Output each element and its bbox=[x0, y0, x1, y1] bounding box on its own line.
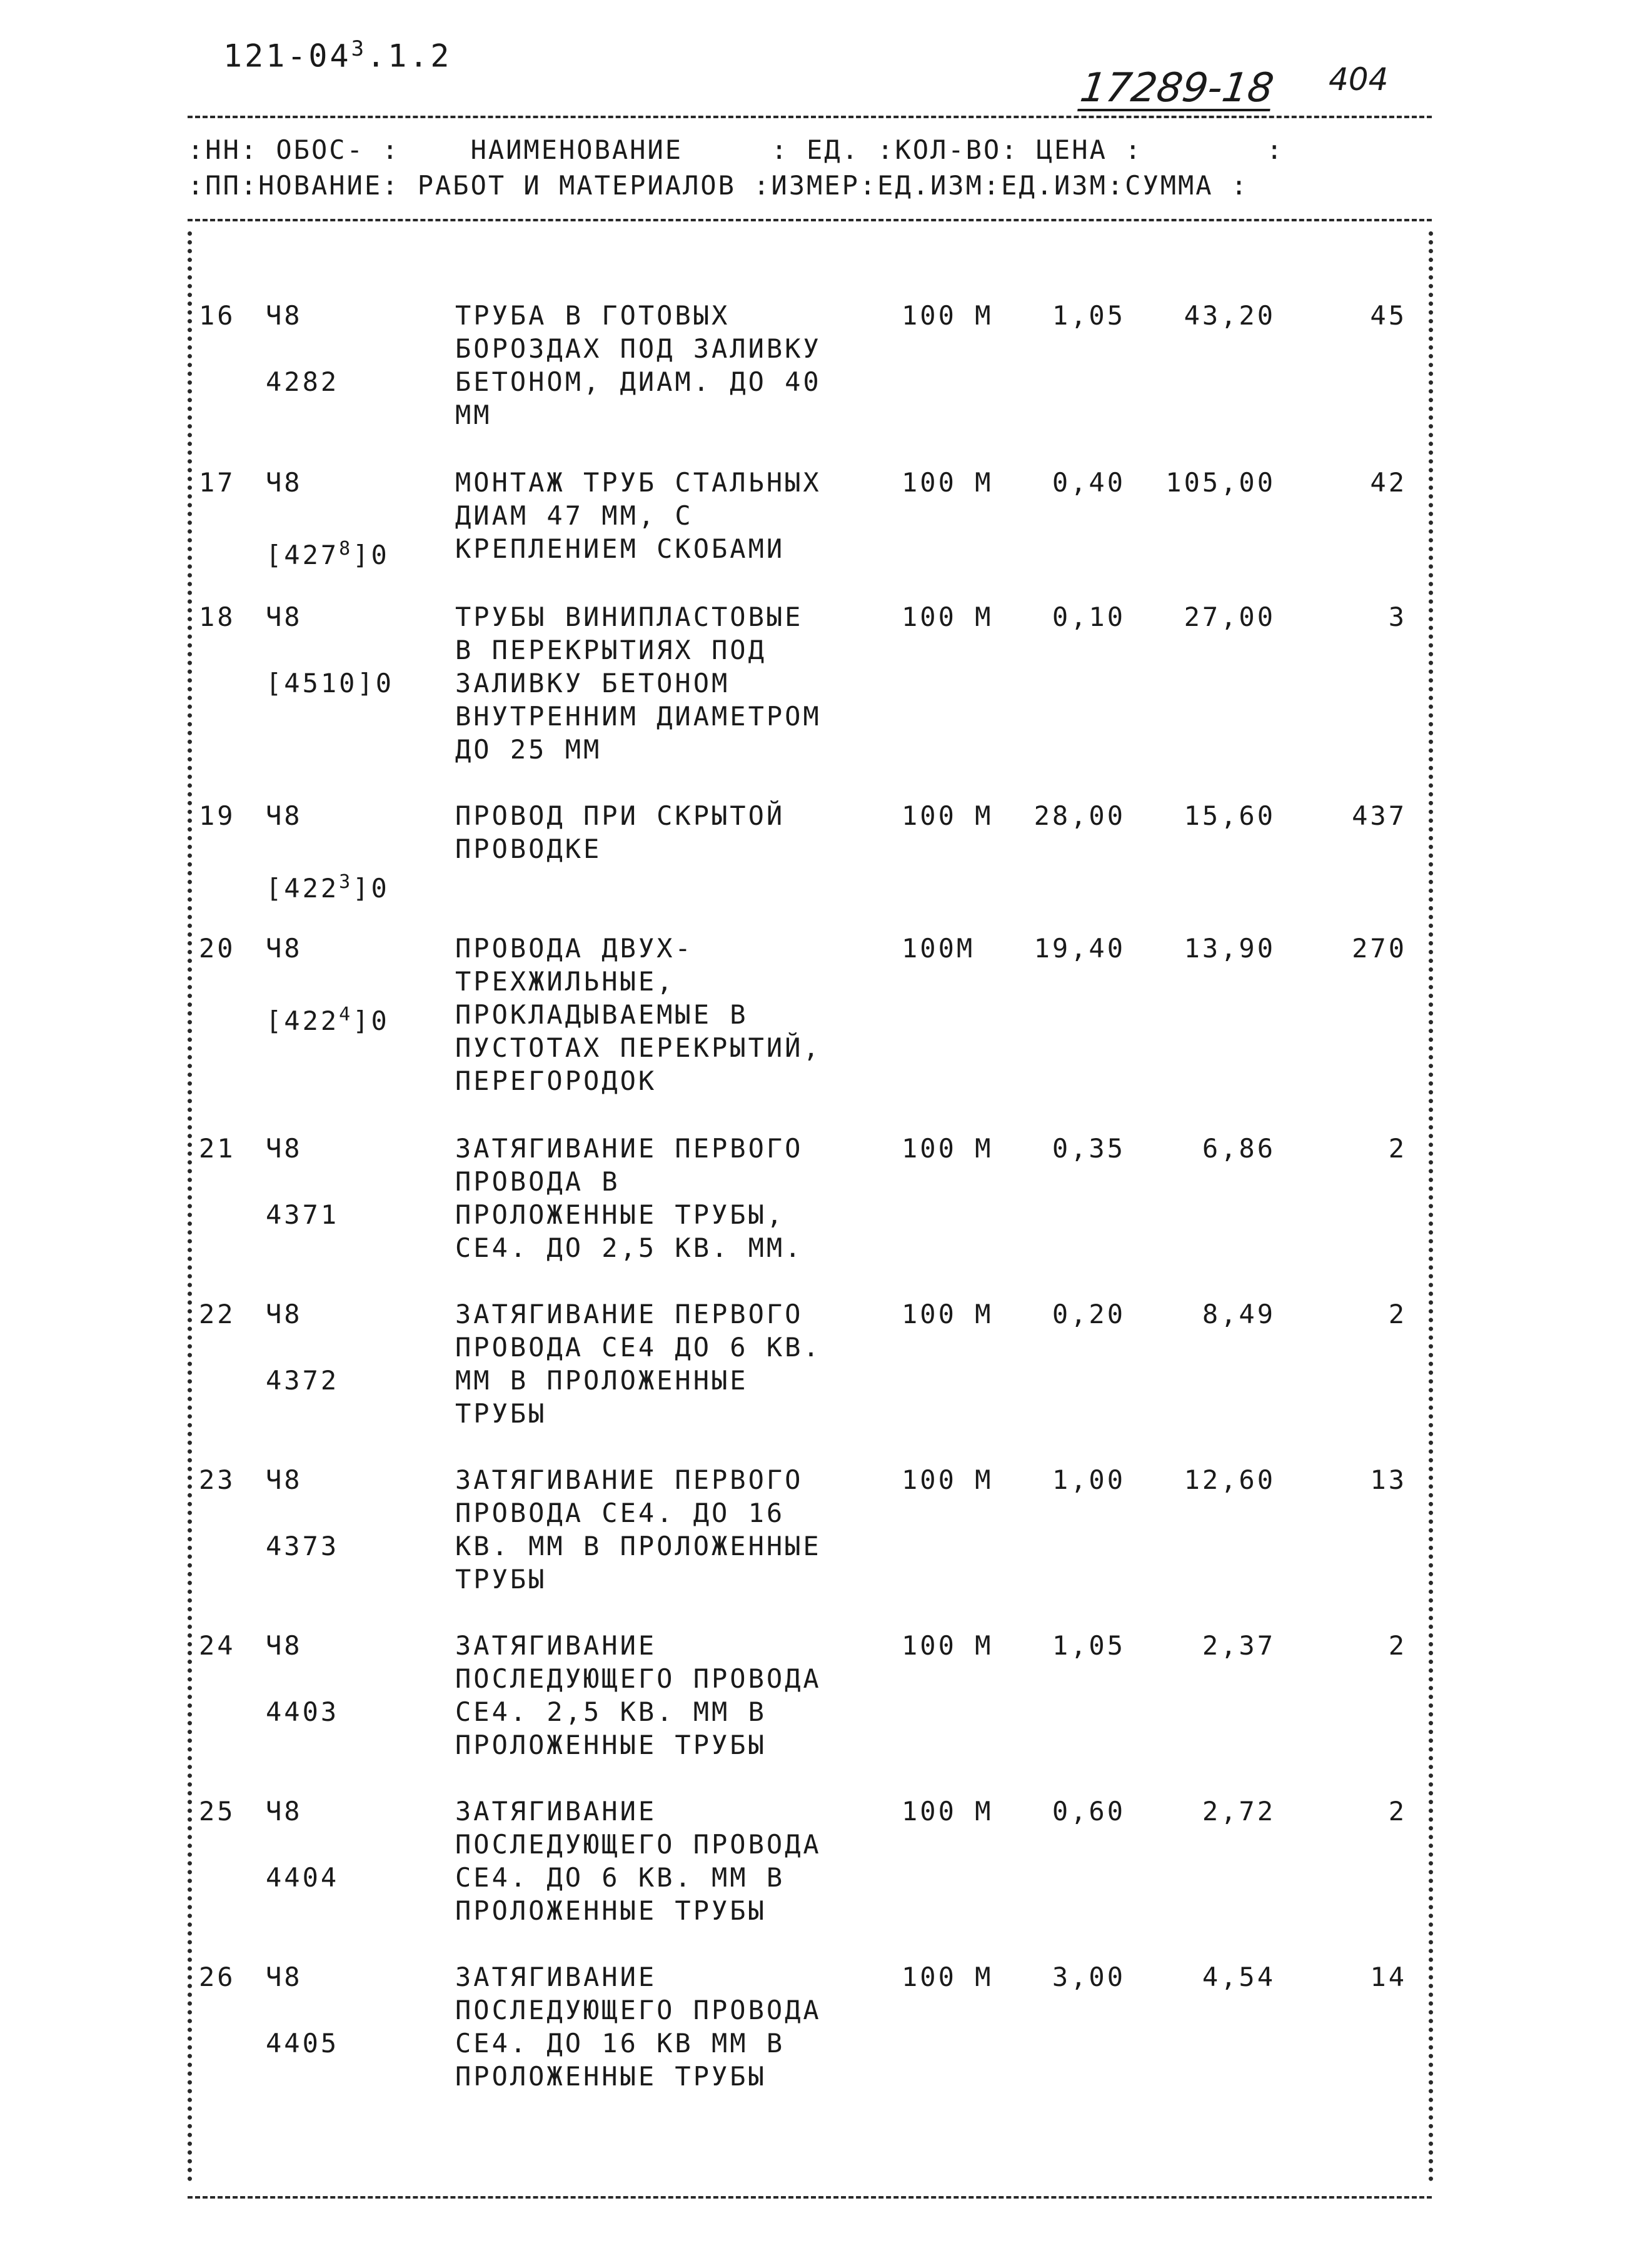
row-code: Ч8 bbox=[266, 1962, 303, 1992]
row-number: 23 bbox=[199, 1464, 236, 1495]
row-description: ПРОВОД ПРИ СКРЫТОЙ ПРОВОДКЕ bbox=[455, 800, 785, 864]
row-price: 2,72 bbox=[1202, 1796, 1275, 1827]
registration-number: 17289-18 bbox=[1077, 65, 1277, 111]
row-quantity: 0,60 bbox=[1052, 1796, 1125, 1827]
row-price: 4,54 bbox=[1202, 1962, 1275, 1992]
row-quantity: 0,35 bbox=[1052, 1133, 1125, 1164]
row-price: 8,49 bbox=[1202, 1299, 1275, 1329]
row-number: 18 bbox=[199, 602, 236, 632]
row-number: 22 bbox=[199, 1299, 236, 1329]
row-number: 20 bbox=[199, 933, 236, 964]
row-unit: 100 М bbox=[902, 1299, 994, 1329]
bottom-rule bbox=[188, 2196, 1432, 2199]
row-price: 12,60 bbox=[1184, 1464, 1275, 1495]
header-rule bbox=[188, 219, 1432, 221]
row-code: Ч8 bbox=[266, 300, 303, 331]
row-quantity: 1,05 bbox=[1052, 1630, 1125, 1661]
row-code: Ч8 bbox=[266, 1630, 303, 1661]
row-unit: 100 М bbox=[902, 602, 994, 632]
row-sum: 2 bbox=[1388, 1133, 1407, 1164]
row-sum: 2 bbox=[1388, 1630, 1407, 1661]
row-unit: 100 М bbox=[902, 1133, 994, 1164]
row-reference: 4404 bbox=[266, 1862, 340, 1893]
row-reference: 4371 bbox=[266, 1199, 340, 1230]
row-unit: 100 М bbox=[902, 1464, 994, 1495]
row-code: Ч8 bbox=[266, 467, 303, 498]
page-number: 404 bbox=[1329, 61, 1389, 98]
header-line-2: :ПП:НОВАНИЕ: РАБОТ И МАТЕРИАЛОВ :ИЗМЕР:ЕД.ИЗМ:ЕД.ИЗМ:СУММА : bbox=[188, 170, 1249, 201]
row-unit: 100М bbox=[902, 933, 975, 964]
row-description: ТРУБА В ГОТОВЫХ БОРОЗДАХ ПОД ЗАЛИВКУ БЕТОНОМ, ДИАМ. ДО 40 ММ bbox=[455, 300, 822, 430]
row-code: Ч8 bbox=[266, 1796, 303, 1827]
row-sum: 14 bbox=[1370, 1962, 1407, 1992]
header-line-1: :НН: ОБОС- : НАИМЕНОВАНИЕ : ЕД. :КОЛ-ВО: ЦЕНА : : bbox=[188, 134, 1284, 165]
row-reference: 4405 bbox=[266, 2028, 340, 2059]
row-price: 105,00 bbox=[1165, 467, 1275, 498]
row-unit: 100 М bbox=[902, 800, 994, 831]
row-unit: 100 М bbox=[902, 1962, 994, 1992]
row-number: 24 bbox=[199, 1630, 236, 1661]
row-number: 16 bbox=[199, 300, 236, 331]
row-code: Ч8 bbox=[266, 1299, 303, 1329]
row-reference: 4282 bbox=[266, 366, 340, 397]
row-number: 17 bbox=[199, 467, 236, 498]
row-reference: $[427^8]0$ bbox=[266, 538, 390, 570]
row-sum: 270 bbox=[1352, 933, 1407, 964]
row-sum: 3 bbox=[1388, 602, 1407, 632]
row-code: Ч8 bbox=[266, 602, 303, 632]
row-description: ЗАТЯГИВАНИЕ ПОСЛЕДУЮЩЕГО ПРОВОДА СЕ4. ДО 6 КВ. ММ В ПРОЛОЖЕННЫЕ ТРУБЫ bbox=[455, 1796, 822, 1926]
row-unit: 100 М bbox=[902, 300, 994, 331]
doc-code-prefix: 121-04 bbox=[223, 38, 351, 74]
row-quantity: 0,10 bbox=[1052, 602, 1125, 632]
row-unit: 100 М bbox=[902, 467, 994, 498]
top-rule bbox=[188, 116, 1432, 118]
row-reference: 4403 bbox=[266, 1696, 340, 1727]
right-border bbox=[1429, 231, 1433, 2182]
row-number: 25 bbox=[199, 1796, 236, 1827]
row-sum: 42 bbox=[1370, 467, 1407, 498]
row-description: ЗАТЯГИВАНИЕ ПЕРВОГО ПРОВОДА СЕ4. ДО 16 КВ. ММ В ПРОЛОЖЕННЫЕ ТРУБЫ bbox=[455, 1464, 822, 1595]
row-number: 21 bbox=[199, 1133, 236, 1164]
row-sum: 2 bbox=[1388, 1299, 1407, 1329]
row-description: ТРУБЫ ВИНИПЛАСТОВЫЕ В ПЕРЕКРЫТИЯХ ПОД ЗАЛИВКУ БЕТОНОМ ВНУТРЕННИМ ДИАМЕТРОМ ДО 25 ММ bbox=[455, 602, 822, 765]
row-code: Ч8 bbox=[266, 800, 303, 831]
row-quantity: 28,00 bbox=[1034, 800, 1125, 831]
row-unit: 100 М bbox=[902, 1796, 994, 1827]
row-number: 26 bbox=[199, 1962, 236, 1992]
row-code: Ч8 bbox=[266, 933, 303, 964]
doc-code bbox=[223, 36, 452, 74]
row-sum: 437 bbox=[1352, 800, 1407, 831]
row-quantity: 0,40 bbox=[1052, 467, 1125, 498]
row-price: 15,60 bbox=[1184, 800, 1275, 831]
row-code: Ч8 bbox=[266, 1133, 303, 1164]
row-sum: 13 bbox=[1370, 1464, 1407, 1495]
row-description: ЗАТЯГИВАНИЕ ПОСЛЕДУЮЩЕГО ПРОВОДА СЕ4. ДО 16 КВ ММ В ПРОЛОЖЕННЫЕ ТРУБЫ bbox=[455, 1962, 822, 2092]
doc-code-suffix: .1.2 bbox=[366, 38, 452, 74]
left-border bbox=[188, 231, 192, 2182]
row-price: 13,90 bbox=[1184, 933, 1275, 964]
row-description: ЗАТЯГИВАНИЕ ПЕРВОГО ПРОВОДА СЕ4 ДО 6 КВ. ММ В ПРОЛОЖЕННЫЕ ТРУБЫ bbox=[455, 1299, 822, 1429]
row-price: 43,20 bbox=[1184, 300, 1275, 331]
row-sum: 2 bbox=[1388, 1796, 1407, 1827]
row-price: 2,37 bbox=[1202, 1630, 1275, 1661]
row-quantity: 0,20 bbox=[1052, 1299, 1125, 1329]
row-sum: 45 bbox=[1370, 300, 1407, 331]
row-quantity: 19,40 bbox=[1034, 933, 1125, 964]
row-description: ЗАТЯГИВАНИЕ ПОСЛЕДУЮЩЕГО ПРОВОДА СЕ4. 2,5 КВ. ММ В ПРОЛОЖЕННЫЕ ТРУБЫ bbox=[455, 1630, 822, 1760]
row-reference: 4372 bbox=[266, 1365, 340, 1396]
row-number: 19 bbox=[199, 800, 236, 831]
row-quantity: 1,00 bbox=[1052, 1464, 1125, 1495]
row-price: 6,86 bbox=[1202, 1133, 1275, 1164]
row-description: МОНТАЖ ТРУБ СТАЛЬНЫХ ДИАМ 47 ММ, С КРЕПЛЕНИЕМ СКОБАМИ bbox=[455, 467, 822, 564]
row-reference: 4373 bbox=[266, 1531, 340, 1561]
row-reference: $[422^3]0$ bbox=[266, 871, 390, 904]
row-description: ПРОВОДА ДВУХ- ТРЕХЖИЛЬНЫЕ, ПРОКЛАДЫВАЕМЫЕ В ПУСТОТАХ ПЕРЕКРЫТИЙ, ПЕРЕГОРОДОК bbox=[455, 933, 822, 1096]
row-code: Ч8 bbox=[266, 1464, 303, 1495]
row-price: 27,00 bbox=[1184, 602, 1275, 632]
row-quantity: 3,00 bbox=[1052, 1962, 1125, 1992]
row-reference: [4510]0 bbox=[266, 668, 395, 698]
row-quantity: 1,05 bbox=[1052, 300, 1125, 331]
doc-code-sup: 3 bbox=[351, 36, 367, 61]
row-unit: 100 М bbox=[902, 1630, 994, 1661]
row-description: ЗАТЯГИВАНИЕ ПЕРВОГО ПРОВОДА В ПРОЛОЖЕННЫЕ ТРУБЫ, СЕ4. ДО 2,5 КВ. ММ. bbox=[455, 1133, 803, 1263]
row-reference: $[422^4]0$ bbox=[266, 1004, 390, 1036]
